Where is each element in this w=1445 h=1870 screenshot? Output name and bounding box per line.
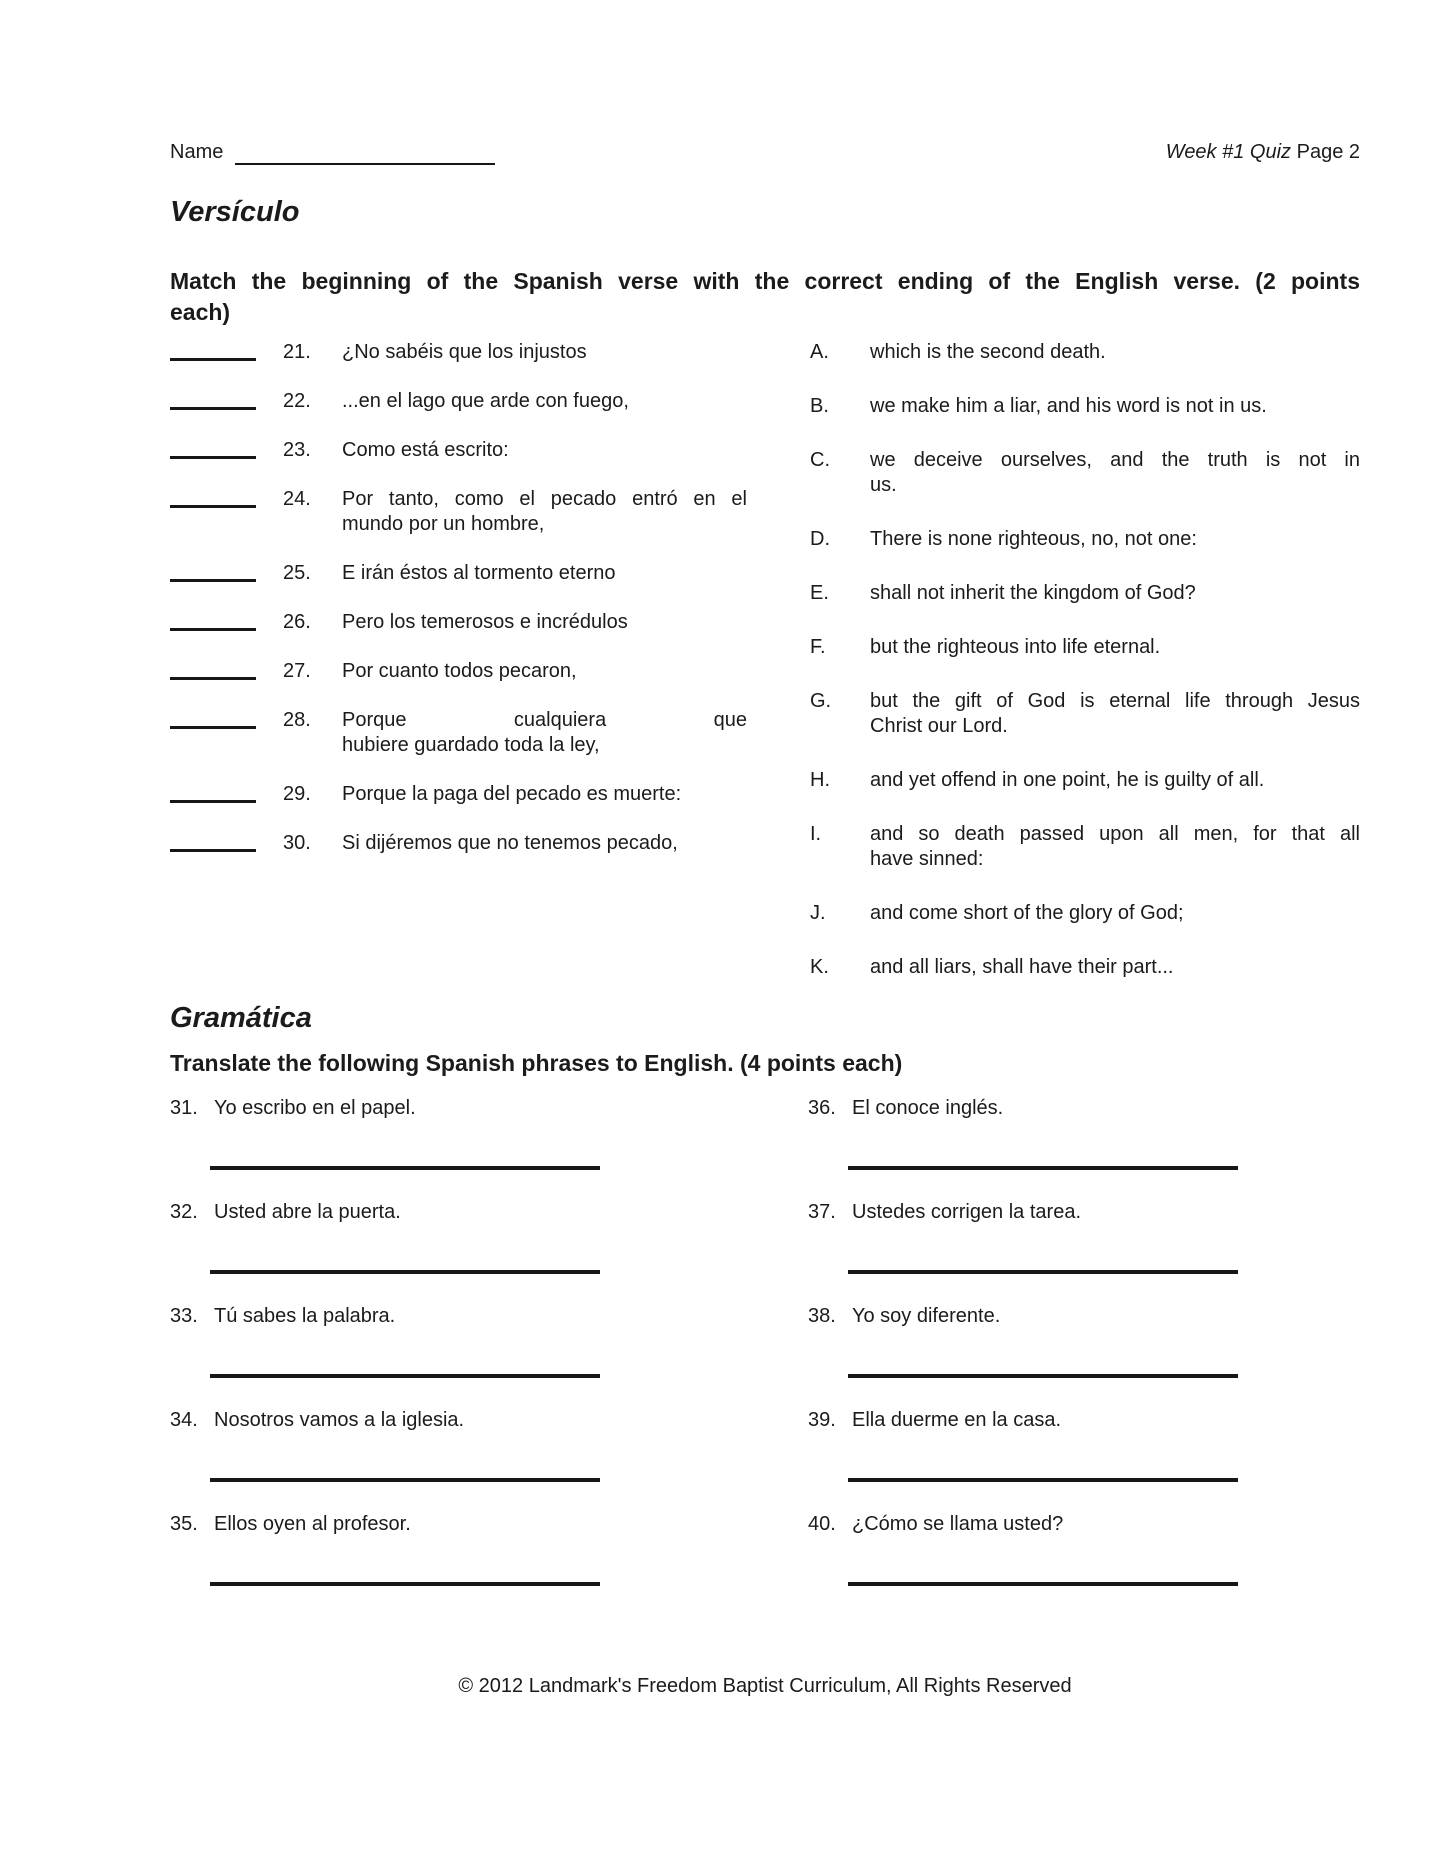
item-text-line: Por cuanto todos pecaron, [342, 660, 577, 682]
answer-write-line [848, 1582, 1238, 1586]
versiculo-heading: Versículo [170, 196, 300, 228]
spanish-phrase-text: El conoce inglés. [852, 1097, 1004, 1119]
item-text-line: Porque cualquiera que [342, 709, 747, 731]
answer-write-line [210, 1166, 600, 1170]
match-option [810, 340, 1360, 365]
matching-instructions-line1: Match the beginning of the Spanish verse with the correct ending of the English verse. (2 points [170, 268, 1360, 294]
item-text-line: ...en el lago que arde con fuego, [342, 390, 629, 412]
translation-item [808, 1304, 1360, 1408]
spanish-verse-text [342, 708, 747, 758]
item-text-line: and come short of the glory of God; [870, 902, 1184, 924]
match-option [810, 394, 1360, 419]
gramatica-heading: Gramática [170, 1002, 312, 1034]
english-verse-text [870, 581, 1360, 606]
match-option [810, 527, 1360, 552]
item-text-line: Pero los temerosos e incrédulos [342, 611, 628, 633]
translation-item [808, 1512, 1360, 1616]
translation-item [170, 1096, 808, 1200]
option-letter: H. [810, 769, 830, 791]
answer-blank-line [170, 438, 256, 459]
item-number: 26. [283, 611, 311, 633]
match-item [170, 487, 810, 537]
translation-item [170, 1408, 808, 1512]
option-letter: K. [810, 956, 829, 978]
spanish-phrase-text: ¿Cómo se llama usted? [852, 1513, 1064, 1535]
item-text-line: and all liars, shall have their part... [870, 956, 1174, 978]
item-text-line: Si dijéremos que no tenemos pecado, [342, 832, 678, 854]
translation-item [808, 1096, 1360, 1200]
match-item [170, 340, 810, 365]
item-text-line: and yet offend in one point, he is guilty of all. [870, 769, 1265, 791]
english-verse-text [870, 955, 1360, 980]
translation-item [808, 1200, 1360, 1304]
spanish-verse-column [170, 340, 810, 1009]
match-item [170, 659, 810, 684]
answer-blank-line [170, 561, 256, 582]
answer-blank-line [170, 831, 256, 852]
item-text-line: have sinned: [870, 848, 984, 870]
spanish-verse-text [342, 782, 747, 807]
matching-instructions-line2: each) [170, 299, 231, 325]
name-field-area [170, 140, 495, 165]
item-number: 31. [170, 1097, 198, 1119]
answer-write-line [210, 1270, 600, 1274]
translation-item [808, 1408, 1360, 1512]
answer-blank-line [170, 389, 256, 410]
item-text-line: Christ our Lord. [870, 715, 1008, 737]
item-number: 29. [283, 783, 311, 805]
translation-question [808, 1200, 1360, 1225]
english-verse-text [870, 340, 1360, 365]
option-letter: J. [810, 902, 826, 924]
answer-blank-line [170, 782, 256, 803]
item-text-line: There is none righteous, no, not one: [870, 528, 1197, 550]
option-letter: E. [810, 582, 829, 604]
match-option [810, 822, 1360, 872]
match-option [810, 955, 1360, 980]
item-number: 27. [283, 660, 311, 682]
item-number: 32. [170, 1201, 198, 1223]
item-number: 33. [170, 1305, 198, 1327]
name-blank-line [235, 142, 495, 165]
spanish-verse-text [342, 561, 747, 586]
answer-blank-line [170, 659, 256, 680]
translation-question [808, 1096, 1360, 1121]
answer-write-line [210, 1374, 600, 1378]
item-number: 21. [283, 341, 311, 363]
item-text-line: we make him a liar, and his word is not in us. [870, 395, 1267, 417]
item-number: 35. [170, 1513, 198, 1535]
item-text-line: but the gift of God is eternal life through Jesus [870, 690, 1360, 712]
item-text-line: mundo por un hombre, [342, 513, 545, 535]
translation-item [170, 1200, 808, 1304]
spanish-phrase-text: Ella duerme en la casa. [852, 1409, 1062, 1431]
translation-question [170, 1200, 808, 1225]
translation-section [170, 1096, 1360, 1616]
answer-write-line [210, 1582, 600, 1586]
match-option [810, 689, 1360, 739]
match-option [810, 635, 1360, 660]
item-number: 34. [170, 1409, 198, 1431]
item-text-line: E irán éstos al tormento eterno [342, 562, 616, 584]
match-option [810, 768, 1360, 793]
spanish-phrase-text: Ellos oyen al profesor. [214, 1513, 411, 1535]
answer-write-line [848, 1478, 1238, 1482]
match-item [170, 389, 810, 414]
matching-section [170, 340, 1360, 1009]
match-item [170, 561, 810, 586]
translation-question [808, 1408, 1360, 1433]
spanish-verse-text [342, 831, 747, 856]
english-verse-text [870, 635, 1360, 660]
option-letter: I. [810, 823, 822, 845]
item-text-line: us. [870, 474, 897, 496]
item-number: 23. [283, 439, 311, 461]
page-header-right [1166, 140, 1360, 165]
item-text-line: hubiere guardado toda la ley, [342, 734, 600, 756]
translate-instructions: Translate the following Spanish phrases to English. (4 points each) [170, 1050, 903, 1076]
spanish-verse-text [342, 487, 747, 537]
english-verse-text [870, 689, 1360, 739]
match-item [170, 438, 810, 463]
translation-question [170, 1408, 808, 1433]
answer-write-line [848, 1166, 1238, 1170]
answer-blank-line [170, 610, 256, 631]
answer-blank-line [170, 708, 256, 729]
item-number: 38. [808, 1305, 836, 1327]
translation-question [170, 1096, 808, 1121]
match-option [810, 901, 1360, 926]
translation-column-left [170, 1096, 808, 1616]
spanish-phrase-text: Nosotros vamos a la iglesia. [214, 1409, 465, 1431]
item-text-line: and so death passed upon all men, for that all [870, 823, 1360, 845]
item-number: 40. [808, 1513, 836, 1535]
translation-question [808, 1304, 1360, 1329]
answer-write-line [848, 1374, 1238, 1378]
match-option [810, 581, 1360, 606]
option-letter: B. [810, 395, 829, 417]
item-text-line: we deceive ourselves, and the truth is not in [870, 449, 1360, 471]
answer-blank-line [170, 487, 256, 508]
answer-write-line [848, 1270, 1238, 1274]
spanish-phrase-text: Yo soy diferente. [852, 1305, 1001, 1327]
spanish-verse-text [342, 340, 747, 365]
item-text-line: ¿No sabéis que los injustos [342, 341, 587, 363]
spanish-phrase-text: Usted abre la puerta. [214, 1201, 401, 1223]
spanish-phrase-text: Ustedes corrigen la tarea. [852, 1201, 1082, 1223]
translation-question [170, 1304, 808, 1329]
spanish-verse-text [342, 389, 747, 414]
option-letter: G. [810, 690, 832, 712]
page-header [170, 140, 1360, 165]
spanish-verse-text [342, 659, 747, 684]
copyright-footer: © 2012 Landmark's Freedom Baptist Curriculum, All Rights Reserved [458, 1675, 1072, 1697]
match-item [170, 708, 810, 758]
spanish-verse-text [342, 610, 747, 635]
option-letter: D. [810, 528, 830, 550]
item-text-line: Por tanto, como el pecado entró en el [342, 488, 747, 510]
item-number: 36. [808, 1097, 836, 1119]
answer-blank-line [170, 340, 256, 361]
matching-instructions [170, 266, 1360, 328]
item-number: 28. [283, 709, 311, 731]
english-verse-text [870, 448, 1360, 498]
translation-question [170, 1512, 808, 1537]
name-label: Name [170, 141, 224, 163]
page-number: Page 2 [1291, 141, 1360, 163]
english-verse-text [870, 394, 1360, 419]
match-item [170, 831, 810, 856]
english-verse-text [870, 527, 1360, 552]
item-number: 24. [283, 488, 311, 510]
item-number: 22. [283, 390, 311, 412]
item-text-line: Como está escrito: [342, 439, 509, 461]
translation-column-right [808, 1096, 1360, 1616]
english-verse-column [810, 340, 1360, 1009]
item-number: 25. [283, 562, 311, 584]
answer-write-line [210, 1478, 600, 1482]
option-letter: F. [810, 636, 826, 658]
spanish-phrase-text: Yo escribo en el papel. [214, 1097, 416, 1119]
english-verse-text [870, 822, 1360, 872]
translation-item [170, 1512, 808, 1616]
item-text-line: Porque la paga del pecado es muerte: [342, 783, 682, 805]
english-verse-text [870, 768, 1360, 793]
item-text-line: shall not inherit the kingdom of God? [870, 582, 1196, 604]
translation-item [170, 1304, 808, 1408]
item-number: 30. [283, 832, 311, 854]
english-verse-text [870, 901, 1360, 926]
translation-question [808, 1512, 1360, 1537]
item-number: 39. [808, 1409, 836, 1431]
option-letter: A. [810, 341, 829, 363]
item-text-line: but the righteous into life eternal. [870, 636, 1161, 658]
item-number: 37. [808, 1201, 836, 1223]
match-item [170, 782, 810, 807]
match-option [810, 448, 1360, 498]
match-item [170, 610, 810, 635]
item-text-line: which is the second death. [870, 341, 1106, 363]
option-letter: C. [810, 449, 830, 471]
spanish-verse-text [342, 438, 747, 463]
spanish-phrase-text: Tú sabes la palabra. [214, 1305, 396, 1327]
quiz-title: Week #1 Quiz [1165, 141, 1292, 163]
